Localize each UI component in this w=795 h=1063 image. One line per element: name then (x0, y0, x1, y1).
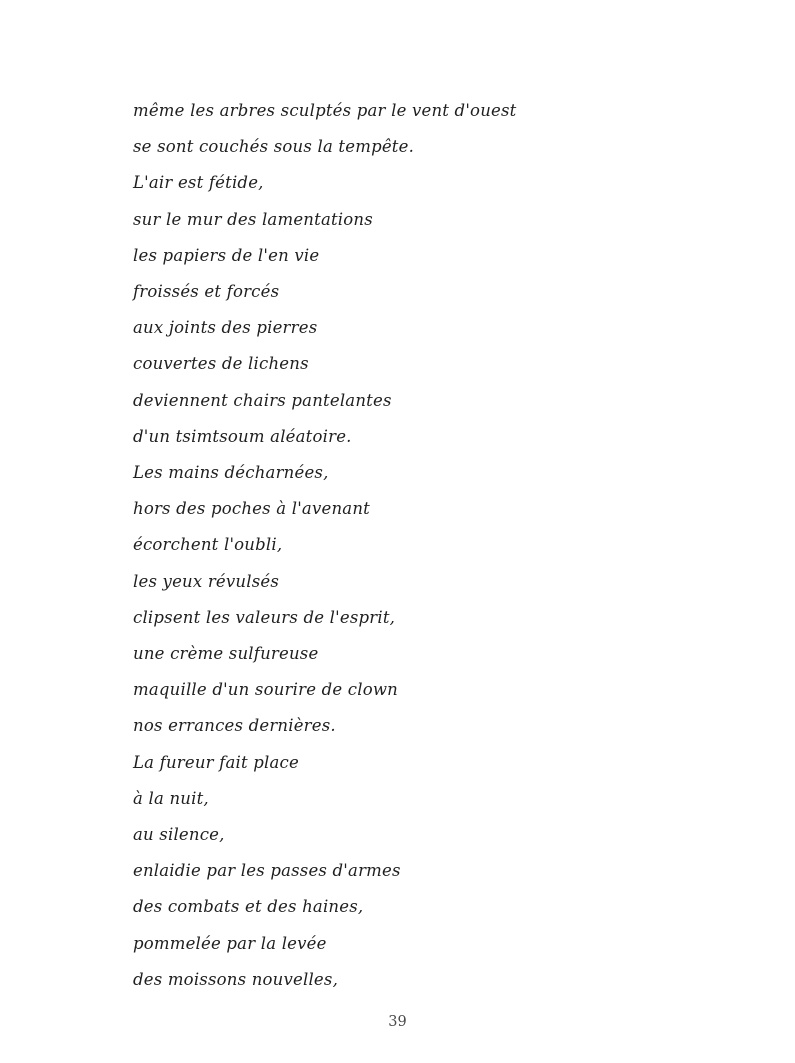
poem-line: L'air est fétide, (133, 173, 264, 193)
poem-line: d'un tsimtsoum aléatoire. (133, 426, 352, 446)
poem-line: se sont couchés sous la tempête. (133, 137, 415, 157)
poem-line: aux joints des pierres (133, 318, 318, 338)
poem-line: froissés et forcés (133, 282, 280, 302)
poem-line: des combats et des haines, (133, 897, 364, 917)
poem-line: La fureur fait place (133, 752, 299, 772)
poem-line: enlaidie par les passes d'armes (133, 861, 401, 881)
poem-line: hors des poches à l'avenant (133, 499, 370, 519)
poem-body (133, 93, 693, 998)
poem-line: couvertes de lichens (133, 354, 309, 374)
poem-line: les yeux révulsés (133, 571, 279, 591)
poem-line: clipsent les valeurs de l'esprit, (133, 607, 396, 627)
poem-line: à la nuit, (133, 788, 209, 808)
poem-line: deviennent chairs pantelantes (133, 390, 392, 410)
poem-line: maquille d'un sourire de clown (133, 680, 398, 700)
poem-line: sur le mur des lamentations (133, 209, 373, 229)
poem-line: nos errances dernières. (133, 716, 336, 736)
page-number: 39 (388, 1014, 407, 1030)
poem-line: une crème sulfureuse (133, 644, 319, 664)
poem-line: même les arbres sculptés par le vent d'ouest (133, 101, 517, 120)
poem-line: Les mains décharnées, (133, 463, 329, 483)
poem-line: les papiers de l'en vie (133, 245, 320, 265)
poem-line: écorchent l'oubli, (133, 535, 283, 555)
poem-line: des moissons nouvelles, (133, 969, 339, 989)
poem-line: au silence, (133, 825, 225, 845)
poem-line: pommelée par la levée (133, 933, 327, 953)
